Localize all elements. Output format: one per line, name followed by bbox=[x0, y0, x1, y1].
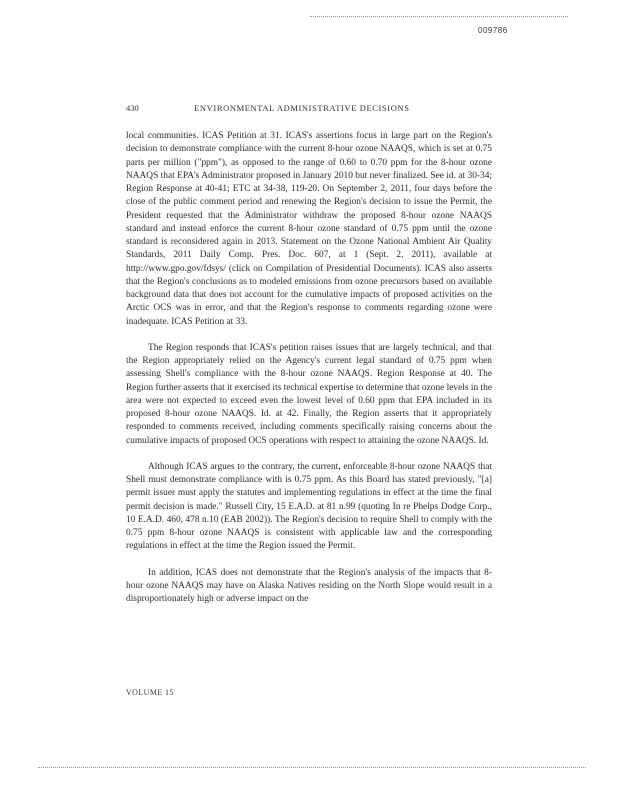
bottom-dotted-rule bbox=[38, 767, 586, 768]
page-number: 430 bbox=[126, 103, 139, 113]
running-header-title: ENVIRONMENTAL ADMINISTRATIVE DECISIONS bbox=[194, 103, 410, 113]
running-header bbox=[126, 103, 526, 113]
paragraph: Although ICAS argues to the contrary, the current, enforceable 8-hour ozone NAAQS that Shell must demonstrate compliance with is 0.75 ppm. As this Board has stated previously, "[a] permit issuer must apply the statutes and implementing regulations in effect at the time the final permit decision is made." Russell City, 15 E.A.D. at 81 n.99 (quoting In re Phelps Dodge Corp., 10 E.A.D. 460, 478 n.10 (EAB 2002)). The Region's decision to require Shell to comply with the 0.75 ppm 8-hour ozone NAAQS is consistent with applicable law and the corresponding regulations in effect at the time the Region issued the Permit. bbox=[126, 461, 492, 552]
body-text bbox=[126, 130, 492, 619]
top-dotted-rule bbox=[310, 16, 568, 17]
paragraph-continuation: local communities. ICAS Petition at 31. ICAS's assertions focus in large part on the Region's decision to demonstrate compliance with the current 8-hour ozone NAAQS, which is set at 0.75 parts per million ("ppm"), as opposed to the range of 0.60 to 0.70 ppm for the 8-hour ozone NAAQS that EPA's Administrator proposed in January 2010 but never finalized. See id. at 30-34; Region Response at 40-41; ETC at 34-38, 119-20. On September 2, 2011, four days before the close of the public comment period and renewing the Region's decision to issue the Permit, the President requested that the Administrator withdraw the proposed 8-hour ozone NAAQS standard and instead enforce the current 8-hour ozone standard of 0.75 ppm until the ozone standard is reconsidered again in 2013. Statement on the Ozone National Ambient Air Quality Standards, 2011 Daily Comp. Pres. Doc. 607, at 1 (Sept. 2, 2011), available at http://www.gpo.gov/fdsys/ (click on Compilation of Presidential Documents). ICAS also asserts that the Region's conclusions as to modeled emissions from ozone precursors based on available background data that does not account for the cumulative impacts of proposed activities on the Arctic OCS was in error, and that the Region's response to comments regarding ozone were inadequate. ICAS Petition at 33. bbox=[126, 131, 492, 327]
volume-footer: VOLUME 15 bbox=[126, 688, 174, 697]
paragraph: In addition, ICAS does not demonstrate that the Region's analysis of the impacts that 8-hour ozone NAAQS may have on Alaska Natives residing on the North Slope would result in a disproportionately high or adverse impact on the bbox=[126, 567, 492, 604]
paragraph: The Region responds that ICAS's petition raises issues that are largely technical, and that the Region appropriately relied on the Agency's current legal standard of 0.75 ppm when assessing Shell's compliance with the 8-hour ozone NAAQS. Region Response at 40. The Region further asserts that it exercised its technical expertise to determine that ozone levels in the area were not expected to exceed even the lowest level of 0.60 ppm that EPA included in its proposed 8-hour ozone NAAQS. Id. at 42. Finally, the Region asserts that it appropriately responded to comments received, including comments specifically raising concerns about the cumulative impacts of proposed OCS operations with respect to attaining the ozone NAAQS. Id. bbox=[126, 342, 492, 446]
document-id: 009786 bbox=[478, 26, 508, 35]
